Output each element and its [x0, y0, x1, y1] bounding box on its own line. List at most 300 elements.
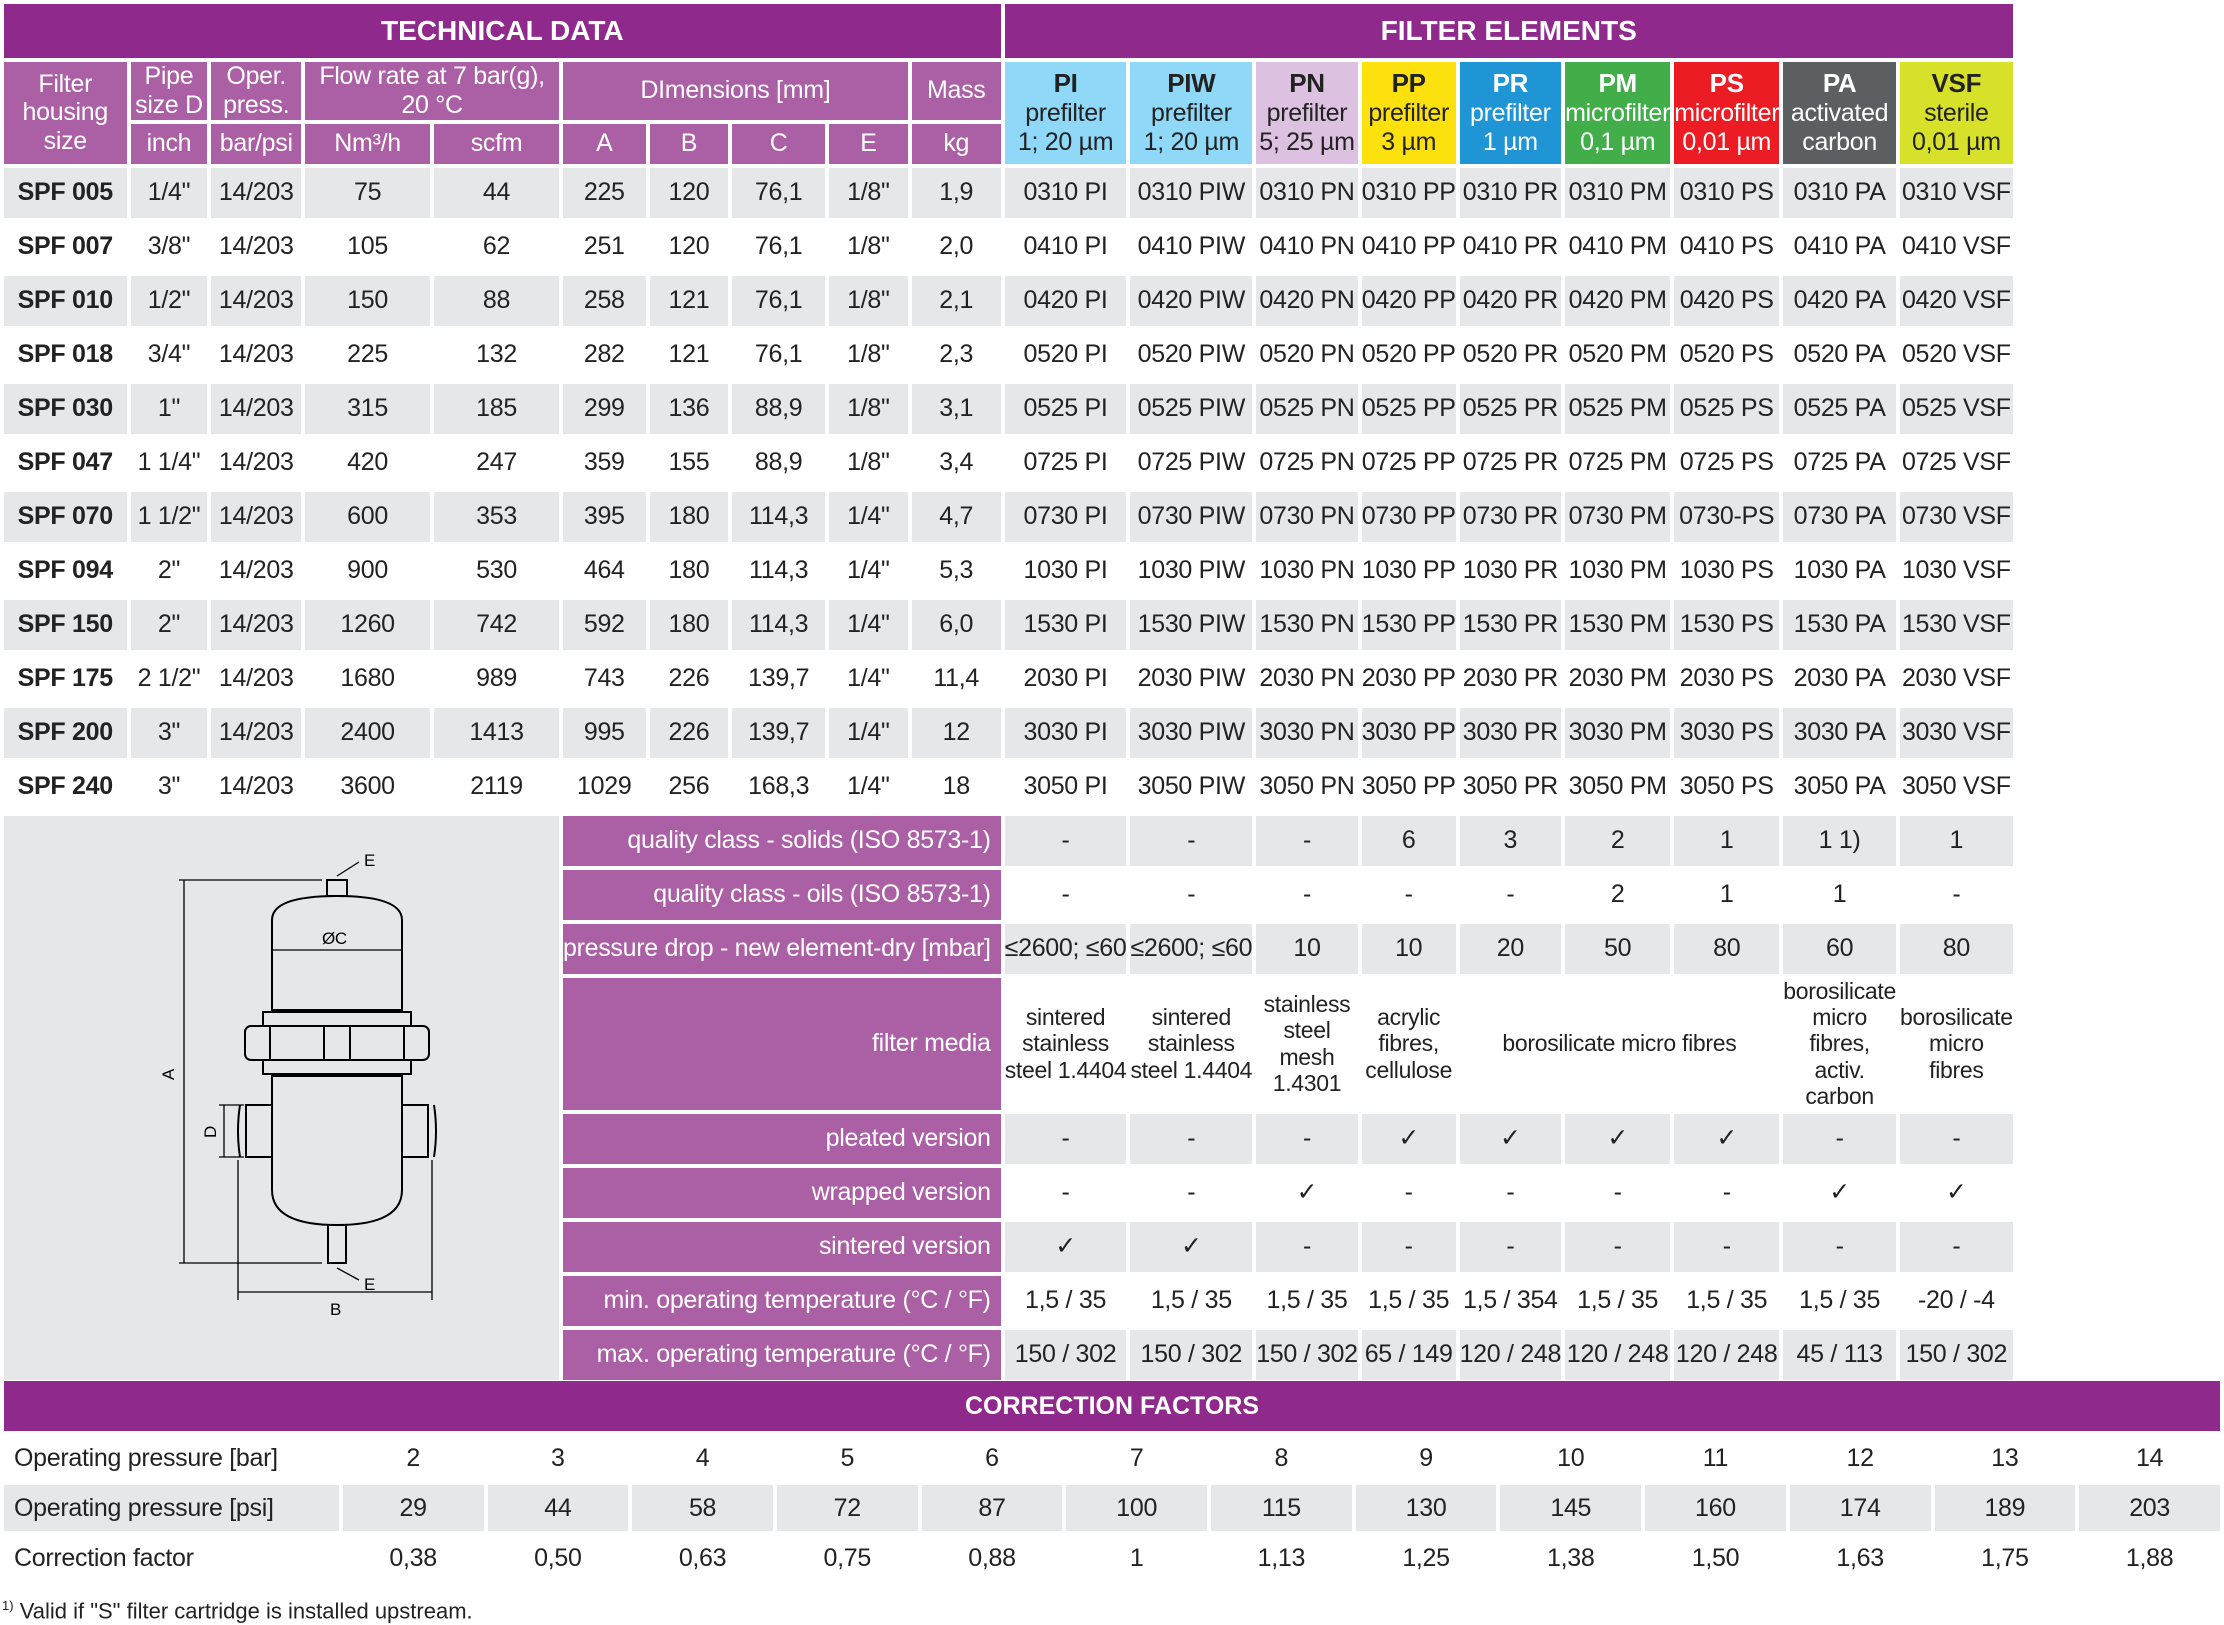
filter-media-cell: stainless steel mesh 1.4301	[1256, 978, 1358, 1110]
element-code-cell: 1030 PIW	[1130, 546, 1252, 596]
element-code-cell: 0525 PP	[1362, 384, 1456, 434]
element-code-cell: 0410 PIW	[1130, 222, 1252, 272]
filter-media-cell: borosilicate micro fibres, activ. carbon	[1783, 977, 1896, 1110]
property-value: ≤2600; ≤60	[1005, 924, 1127, 974]
element-code-cell: 0410 PI	[1005, 222, 1127, 272]
element-code-cell: 1530 PN	[1256, 600, 1358, 650]
correction-value: 9	[1356, 1435, 1497, 1481]
element-rating: 5; 25 µm	[1259, 127, 1355, 156]
element-code-cell: 0520 VSF	[1900, 330, 2013, 380]
cell-a: 995	[563, 708, 646, 758]
property-value: ✓	[1900, 1168, 2013, 1218]
cell-oper: 14/203	[211, 330, 301, 380]
cell-c: 114,3	[732, 546, 825, 596]
cell-mass: 3,1	[912, 384, 1001, 434]
svg-text:D: D	[201, 1126, 220, 1139]
element-code: PIW	[1167, 68, 1216, 99]
property-value: 3	[1460, 816, 1562, 866]
element-code-cell: 1530 PA	[1783, 600, 1896, 650]
property-value: ✓	[1460, 1114, 1562, 1164]
header-pipe-size: Pipe size D	[131, 62, 208, 120]
cell-b: 136	[650, 384, 729, 434]
correction-value: 1,75	[1935, 1535, 2076, 1581]
element-code-cell: 0730 PA	[1783, 492, 1896, 542]
element-code-cell: 3050 PI	[1005, 762, 1127, 812]
element-code-cell: 0730-PS	[1674, 492, 1779, 542]
housing-size: SPF 150	[4, 600, 127, 650]
dim-e: E	[829, 124, 908, 164]
element-code-cell: 0525 PI	[1005, 384, 1127, 434]
property-value: ≤2600; ≤60	[1130, 924, 1252, 974]
cell-e: 1/8"	[829, 222, 908, 272]
property-value: -	[1130, 1168, 1252, 1218]
element-code-cell: 3030 VSF	[1900, 708, 2013, 758]
cell-oper: 14/203	[211, 708, 301, 758]
svg-text:A: A	[159, 1069, 178, 1081]
filter-media-cell: acrylic fibres, cellulose	[1362, 978, 1456, 1110]
cell-scfm: 132	[434, 330, 559, 380]
element-code-cell: 0310 PIW	[1130, 168, 1252, 218]
element-code-cell: 3050 PA	[1783, 762, 1896, 812]
cell-c: 139,7	[732, 654, 825, 704]
element-rating: 0,1 µm	[1580, 127, 1656, 156]
correction-value: 115	[1211, 1485, 1352, 1531]
element-code-cell: 0730 PP	[1362, 492, 1456, 542]
element-code-cell: 0410 PM	[1565, 222, 1670, 272]
property-value: ✓	[1783, 1168, 1896, 1218]
element-code-cell: 0725 PP	[1362, 438, 1456, 488]
cell-mass: 6,0	[912, 600, 1001, 650]
correction-value: 1,63	[1790, 1535, 1931, 1581]
correction-value: 44	[488, 1485, 629, 1531]
property-value: 150 / 302	[1005, 1330, 1127, 1380]
table-row	[4, 384, 2013, 434]
property-value: -	[1005, 1168, 1127, 1218]
cell-nm3: 2400	[305, 708, 430, 758]
correction-value: 1	[1066, 1535, 1207, 1581]
element-type: prefilter	[1150, 98, 1232, 127]
element-code-cell: 0520 PIW	[1130, 330, 1252, 380]
correction-value: 130	[1356, 1485, 1497, 1531]
cell-a: 282	[563, 330, 646, 380]
element-code-cell: 0525 PM	[1565, 384, 1670, 434]
cell-b: 120	[650, 222, 729, 272]
cell-c: 76,1	[732, 168, 825, 218]
cell-e: 1/4"	[829, 762, 908, 812]
cell-mass: 2,0	[912, 222, 1001, 272]
element-code-cell: 3050 PR	[1460, 762, 1562, 812]
element-code-cell: 1030 PI	[1005, 546, 1127, 596]
footnote: $^{1)}$ Valid if "S" filter cartridge is installed upstream.	[2, 1598, 473, 1624]
element-code-cell: 0730 PN	[1256, 492, 1358, 542]
property-value: 1,5 / 35	[1362, 1276, 1456, 1326]
correction-value: 58	[632, 1485, 773, 1531]
cell-nm3: 600	[305, 492, 430, 542]
cell-scfm: 44	[434, 168, 559, 218]
cell-c: 88,9	[732, 438, 825, 488]
cell-e: 1/8"	[829, 168, 908, 218]
property-value: 1	[1900, 816, 2013, 866]
cell-nm3: 3600	[305, 762, 430, 812]
element-rating: 1 µm	[1482, 127, 1538, 156]
cell-a: 299	[563, 384, 646, 434]
property-value: 65 / 149	[1362, 1330, 1456, 1380]
element-rating: 1; 20 µm	[1143, 127, 1240, 156]
element-type: prefilter	[1368, 98, 1449, 127]
element-code-cell: 0310 PN	[1256, 168, 1358, 218]
element-code-cell: 0310 PI	[1005, 168, 1127, 218]
element-code-cell: 0725 PA	[1783, 438, 1896, 488]
unit-kg: kg	[912, 124, 1001, 164]
housing-size: SPF 047	[4, 438, 127, 488]
element-code-cell: 2030 PA	[1783, 654, 1896, 704]
correction-value: 203	[2079, 1485, 2220, 1531]
element-code-cell: 1030 PS	[1674, 546, 1779, 596]
cell-oper: 14/203	[211, 222, 301, 272]
element-code-cell: 3050 PS	[1674, 762, 1779, 812]
element-code-cell: 3030 PA	[1783, 708, 1896, 758]
element-code-cell: 0730 PIW	[1130, 492, 1252, 542]
element-code-cell: 0525 PR	[1460, 384, 1562, 434]
element-code-cell: 0730 VSF	[1900, 492, 2013, 542]
cell-a: 258	[563, 276, 646, 326]
cell-a: 225	[563, 168, 646, 218]
cell-a: 251	[563, 222, 646, 272]
element-code: PR	[1492, 68, 1529, 99]
element-code-cell: 0730 PM	[1565, 492, 1670, 542]
element-type: microfilter	[1674, 98, 1780, 127]
cell-oper: 14/203	[211, 546, 301, 596]
element-code-cell: 0310 PR	[1460, 168, 1562, 218]
element-code-cell: 0725 PR	[1460, 438, 1562, 488]
cell-nm3: 900	[305, 546, 430, 596]
housing-size: SPF 010	[4, 276, 127, 326]
property-value: 10	[1256, 924, 1358, 974]
correction-table	[0, 1377, 2224, 1585]
property-value: 20	[1460, 924, 1562, 974]
cell-e: 1/4"	[829, 492, 908, 542]
cell-pipe: 1/4"	[131, 168, 208, 218]
property-label: max. operating temperature (°C / °F)	[563, 1330, 1001, 1380]
filter-media-cell: borosilicate micro fibres	[1900, 978, 2013, 1110]
element-header-pi	[1005, 62, 1127, 164]
cell-b: 121	[650, 276, 729, 326]
cell-pipe: 2"	[131, 546, 208, 596]
dim-c: C	[732, 124, 825, 164]
filter-housing-drawing	[4, 840, 559, 1355]
element-code: PP	[1391, 68, 1426, 99]
element-code-cell: 3050 PIW	[1130, 762, 1252, 812]
filter-media-cell: sintered stainless steel 1.4404	[1130, 978, 1252, 1110]
cell-scfm: 2119	[434, 762, 559, 812]
filter-media-cell: borosilicate micro fibres	[1460, 978, 1780, 1110]
section-filter-elements: FILTER ELEMENTS	[1005, 4, 2013, 58]
property-label: sintered version	[563, 1222, 1001, 1272]
cell-scfm: 247	[434, 438, 559, 488]
property-value: 1	[1674, 816, 1779, 866]
cell-b: 155	[650, 438, 729, 488]
property-label: pressure drop - new element-dry [mbar]	[563, 924, 1001, 974]
element-code-cell: 3050 PP	[1362, 762, 1456, 812]
cell-b: 180	[650, 492, 729, 542]
cell-a: 464	[563, 546, 646, 596]
property-value: 2	[1565, 816, 1670, 866]
table-row	[4, 600, 2013, 650]
element-code-cell: 0730 PR	[1460, 492, 1562, 542]
unit-bar-psi: bar/psi	[211, 124, 301, 164]
cell-c: 168,3	[732, 762, 825, 812]
element-code-cell: 0520 PS	[1674, 330, 1779, 380]
element-code-cell: 0725 PN	[1256, 438, 1358, 488]
cell-oper: 14/203	[211, 384, 301, 434]
element-code-cell: 0420 VSF	[1900, 276, 2013, 326]
element-code-cell: 0520 PA	[1783, 330, 1896, 380]
cell-mass: 5,3	[912, 546, 1001, 596]
cell-e: 1/8"	[829, 330, 908, 380]
cell-e: 1/8"	[829, 384, 908, 434]
property-label: quality class - oils (ISO 8573-1)	[563, 870, 1001, 920]
property-value: 60	[1783, 924, 1896, 974]
property-value: 1,5 / 35	[1256, 1276, 1358, 1326]
element-code-cell: 3030 PS	[1674, 708, 1779, 758]
cell-nm3: 315	[305, 384, 430, 434]
property-value: -	[1674, 1222, 1779, 1272]
correction-value: 72	[777, 1485, 918, 1531]
cell-b: 226	[650, 708, 729, 758]
property-value: -	[1460, 1168, 1562, 1218]
property-value: ✓	[1256, 1168, 1358, 1218]
property-value: 150 / 302	[1900, 1330, 2013, 1380]
element-code-cell: 2030 VSF	[1900, 654, 2013, 704]
table-row	[4, 330, 2013, 380]
property-value: 1,5 / 354	[1460, 1276, 1562, 1326]
correction-value: 13	[1935, 1435, 2076, 1481]
property-value: ✓	[1674, 1114, 1779, 1164]
property-value: -	[1130, 816, 1252, 866]
table-row	[4, 492, 2013, 542]
element-code-cell: 0410 VSF	[1900, 222, 2013, 272]
cell-oper: 14/203	[211, 276, 301, 326]
property-label: pleated version	[563, 1114, 1001, 1164]
element-code-cell: 0520 PR	[1460, 330, 1562, 380]
property-value: 1,5 / 35	[1130, 1276, 1252, 1326]
element-code-cell: 1030 PR	[1460, 546, 1562, 596]
correction-value: 4	[632, 1435, 773, 1481]
cell-b: 120	[650, 168, 729, 218]
cell-b: 256	[650, 762, 729, 812]
correction-value: 0,88	[922, 1535, 1063, 1581]
element-code-cell: 2030 PR	[1460, 654, 1562, 704]
header-oper-press: Oper. press.	[211, 62, 301, 120]
svg-text:ØC: ØC	[322, 929, 347, 949]
element-header-pn	[1256, 62, 1358, 164]
unit-inch: inch	[131, 124, 208, 164]
cell-c: 76,1	[732, 330, 825, 380]
svg-text:B: B	[330, 1300, 342, 1320]
element-type: activated	[1790, 98, 1889, 127]
element-code: PM	[1598, 68, 1637, 99]
cell-mass: 3,4	[912, 438, 1001, 488]
element-rating: carbon	[1802, 127, 1877, 156]
property-value: -	[1900, 1114, 2013, 1164]
dim-a: A	[563, 124, 646, 164]
correction-value: 189	[1935, 1485, 2076, 1531]
property-value: -	[1005, 816, 1127, 866]
element-code-cell: 0725 PIW	[1130, 438, 1252, 488]
correction-value: 29	[343, 1485, 484, 1531]
element-code-cell: 0310 PM	[1565, 168, 1670, 218]
element-code: PS	[1709, 68, 1744, 99]
element-code-cell: 0725 PI	[1005, 438, 1127, 488]
property-value: 1,5 / 35	[1783, 1276, 1896, 1326]
correction-value: 11	[1645, 1435, 1786, 1481]
element-code-cell: 3030 PP	[1362, 708, 1456, 758]
cell-c: 139,7	[732, 708, 825, 758]
correction-value: 10	[1500, 1435, 1641, 1481]
svg-text:E: E	[364, 1275, 376, 1295]
element-code-cell: 0420 PI	[1005, 276, 1127, 326]
cell-pipe: 3/4"	[131, 330, 208, 380]
correction-row	[4, 1485, 2220, 1531]
property-value: ✓	[1005, 1222, 1127, 1272]
element-rating: 3 µm	[1381, 127, 1437, 156]
element-code-cell: 0525 PS	[1674, 384, 1779, 434]
property-label: min. operating temperature (°C / °F)	[563, 1276, 1001, 1326]
cell-oper: 14/203	[211, 762, 301, 812]
cell-c: 88,9	[732, 384, 825, 434]
housing-size: SPF 030	[4, 384, 127, 434]
housing-size: SPF 005	[4, 168, 127, 218]
cell-e: 1/8"	[829, 438, 908, 488]
property-value: 80	[1900, 924, 2013, 974]
table-row	[4, 276, 2013, 326]
property-value: 1	[1674, 870, 1779, 920]
property-value: 6	[1362, 816, 1456, 866]
cell-b: 180	[650, 600, 729, 650]
element-code-cell: 0420 PM	[1565, 276, 1670, 326]
property-value: -20 / -4	[1900, 1276, 2013, 1326]
element-code-cell: 0410 PA	[1783, 222, 1896, 272]
cell-c: 76,1	[732, 222, 825, 272]
cell-c: 114,3	[732, 600, 825, 650]
element-code-cell: 0410 PR	[1460, 222, 1562, 272]
property-value: ✓	[1362, 1114, 1456, 1164]
element-code-cell: 3050 PM	[1565, 762, 1670, 812]
element-code-cell: 1530 PI	[1005, 600, 1127, 650]
element-code-cell: 1530 PM	[1565, 600, 1670, 650]
cell-b: 121	[650, 330, 729, 380]
cell-pipe: 1 1/4"	[131, 438, 208, 488]
element-code-cell: 0310 PP	[1362, 168, 1456, 218]
correction-value: 1,25	[1356, 1535, 1497, 1581]
correction-value: 0,50	[488, 1535, 629, 1581]
unit-nm3h: Nm³/h	[305, 124, 430, 164]
housing-diagram	[4, 816, 559, 1380]
property-value: -	[1460, 870, 1562, 920]
cell-scfm: 1413	[434, 708, 559, 758]
correction-value: 14	[2079, 1435, 2220, 1481]
correction-value: 3	[488, 1435, 629, 1481]
property-value: -	[1565, 1222, 1670, 1272]
property-value: -	[1362, 1168, 1456, 1218]
element-code-cell: 0730 PI	[1005, 492, 1127, 542]
property-row	[4, 816, 2013, 866]
property-value: 1,5 / 35	[1674, 1276, 1779, 1326]
property-value: 1	[1783, 870, 1896, 920]
element-code-cell: 0420 PP	[1362, 276, 1456, 326]
element-code-cell: 0525 PN	[1256, 384, 1358, 434]
element-type: prefilter	[1266, 98, 1348, 127]
correction-label: Correction factor	[4, 1535, 339, 1581]
cell-pipe: 2"	[131, 600, 208, 650]
element-code: PA	[1822, 68, 1857, 99]
cell-e: 1/4"	[829, 600, 908, 650]
cell-pipe: 3/8"	[131, 222, 208, 272]
property-value: -	[1674, 1168, 1779, 1218]
element-code-cell: 0420 PA	[1783, 276, 1896, 326]
header-dimensions: DImensions [mm]	[563, 62, 908, 120]
element-code-cell: 1030 VSF	[1900, 546, 2013, 596]
element-code-cell: 1530 PP	[1362, 600, 1456, 650]
cell-oper: 14/203	[211, 600, 301, 650]
cell-mass: 12	[912, 708, 1001, 758]
element-code-cell: 1530 PR	[1460, 600, 1562, 650]
property-value: 150 / 302	[1130, 1330, 1252, 1380]
element-code-cell: 1030 PN	[1256, 546, 1358, 596]
cell-mass: 11,4	[912, 654, 1001, 704]
element-code-cell: 0725 PM	[1565, 438, 1670, 488]
correction-value: 6	[922, 1435, 1063, 1481]
property-label: filter media	[563, 978, 1001, 1110]
correction-label: Operating pressure [bar]	[4, 1435, 339, 1481]
housing-size: SPF 240	[4, 762, 127, 812]
element-code-cell: 3050 PN	[1256, 762, 1358, 812]
property-value: 50	[1565, 924, 1670, 974]
table-row	[4, 546, 2013, 596]
element-code-cell: 2030 PM	[1565, 654, 1670, 704]
element-code-cell: 0725 VSF	[1900, 438, 2013, 488]
svg-text:E: E	[364, 851, 376, 871]
element-code-cell: 3030 PR	[1460, 708, 1562, 758]
element-code-cell: 0525 PIW	[1130, 384, 1252, 434]
element-code-cell: 1030 PM	[1565, 546, 1670, 596]
cell-nm3: 225	[305, 330, 430, 380]
cell-e: 1/4"	[829, 708, 908, 758]
element-rating: 0,01 µm	[1682, 127, 1772, 156]
housing-size: SPF 070	[4, 492, 127, 542]
housing-size: SPF 094	[4, 546, 127, 596]
property-value: -	[1256, 816, 1358, 866]
section-correction-factors: CORRECTION FACTORS	[4, 1381, 2220, 1431]
element-code-cell: 0420 PN	[1256, 276, 1358, 326]
cell-e: 1/8"	[829, 276, 908, 326]
cell-c: 114,3	[732, 492, 825, 542]
header-mass: Mass	[912, 62, 1001, 120]
cell-scfm: 185	[434, 384, 559, 434]
section-technical-data: TECHNICAL DATA	[4, 4, 1001, 58]
element-header-piw	[1130, 62, 1252, 164]
cell-scfm: 353	[434, 492, 559, 542]
cell-a: 1029	[563, 762, 646, 812]
element-code-cell: 1530 PS	[1674, 600, 1779, 650]
element-code-cell: 2030 PP	[1362, 654, 1456, 704]
element-type: microfilter	[1565, 98, 1671, 127]
element-code-cell: 0520 PN	[1256, 330, 1358, 380]
cell-mass: 1,9	[912, 168, 1001, 218]
correction-row	[4, 1535, 2220, 1581]
property-value: 150 / 302	[1256, 1330, 1358, 1380]
property-value: -	[1256, 870, 1358, 920]
